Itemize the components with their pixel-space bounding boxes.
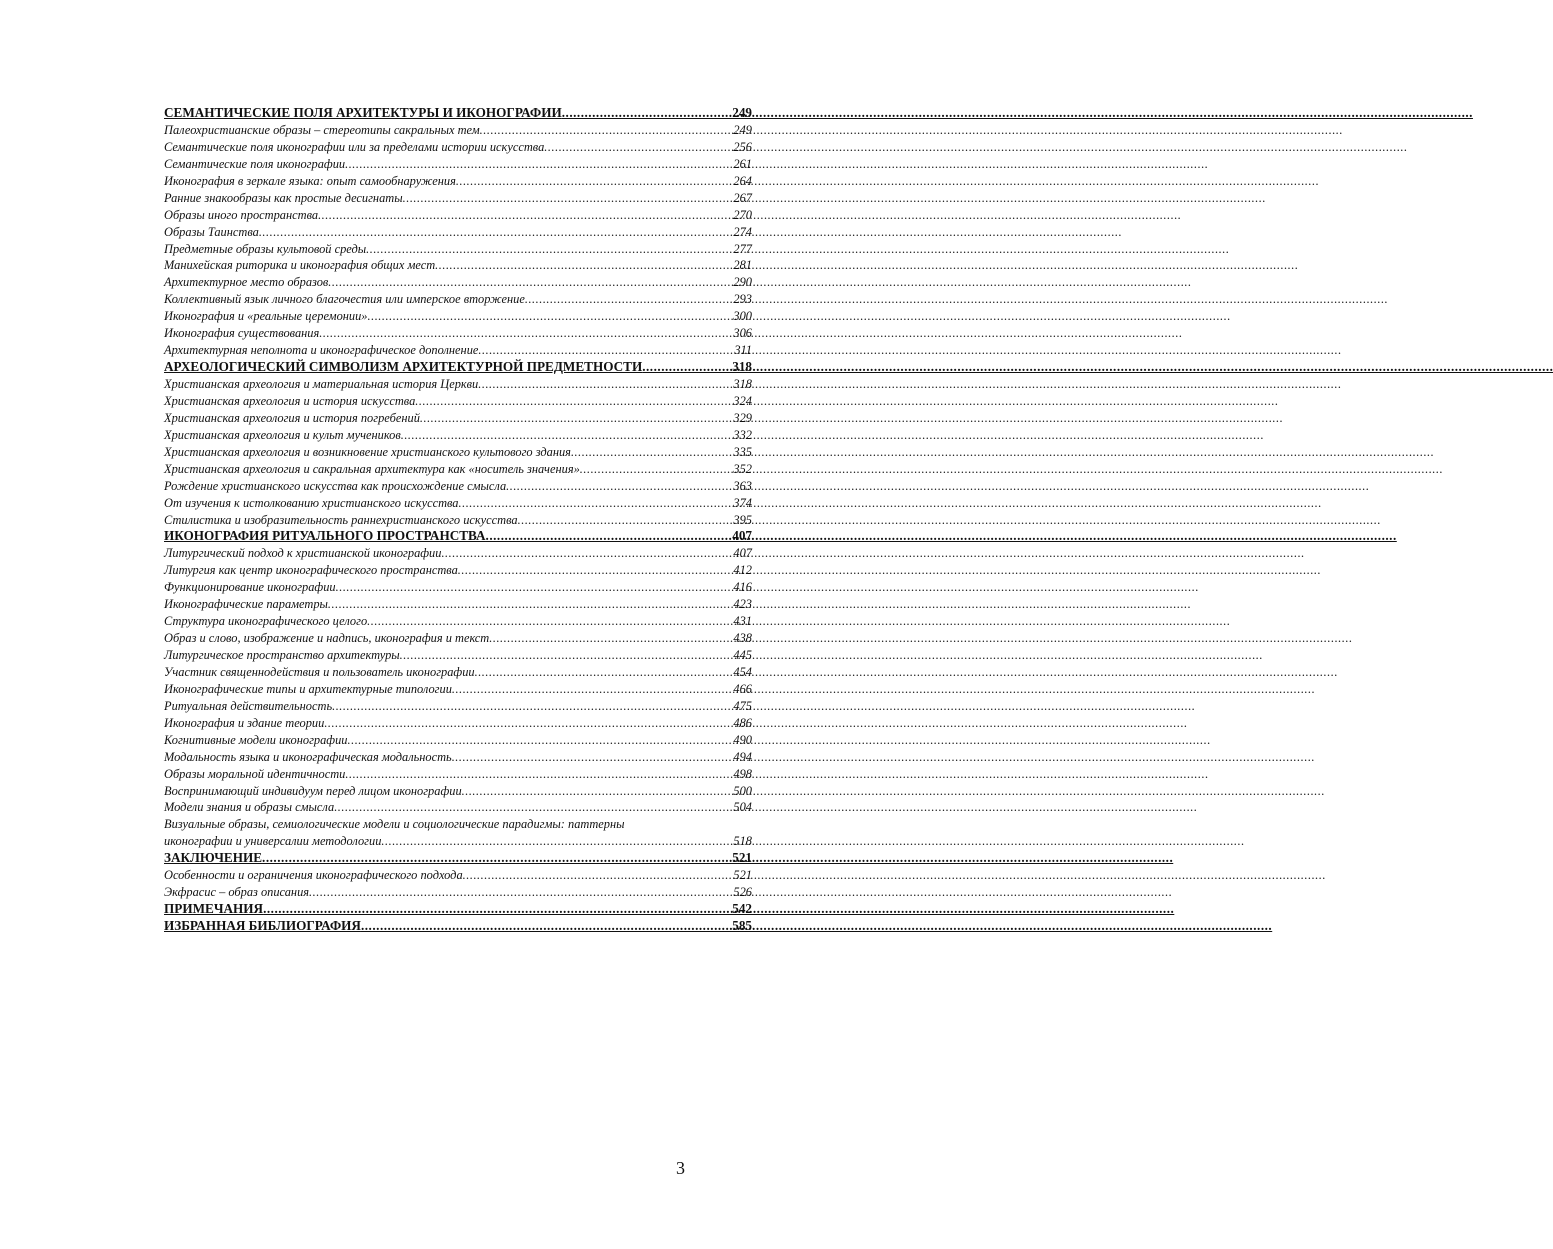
toc-entry-title: Ранние знакообразы как простые десигнаты <box>164 190 403 205</box>
toc-entry <box>164 647 752 664</box>
toc-section-entry <box>164 105 752 122</box>
toc-leader-dots <box>415 393 732 410</box>
toc-entry-page: 274 <box>733 224 752 239</box>
toc-entry-page: 431 <box>733 614 752 629</box>
toc-entry-title: Функционирование иконографии <box>164 580 336 595</box>
toc-entry-title: ЗАКЛЮЧЕНИЕ <box>164 850 263 866</box>
toc-entry-title: СЕМАНТИЧЕСКИЕ ПОЛЯ АРХИТЕКТУРЫ И ИКОНОГРАФИИ <box>164 105 562 120</box>
toc-entry-page: 494 <box>733 749 752 764</box>
toc-entry-page: 270 <box>733 207 752 222</box>
toc-entry-page: 486 <box>733 715 752 730</box>
toc-entry <box>164 884 752 901</box>
toc-entry <box>164 562 752 579</box>
toc-entry <box>164 224 752 241</box>
toc-entry-title: Христианская археология и сакральная архитектура как «носитель значения» <box>164 461 580 476</box>
toc-entry <box>164 291 752 308</box>
toc-entry-title: Иконография существования <box>164 326 320 341</box>
toc-entry-page: 306 <box>733 326 752 341</box>
toc-entry-title: Семантические поля иконографии или за пределами истории искусства <box>164 139 545 154</box>
toc-entry-page: 281 <box>733 258 752 273</box>
toc-leader-dots <box>452 681 733 698</box>
toc-entry <box>164 325 752 342</box>
toc-entry <box>164 664 752 681</box>
table-of-contents <box>164 105 752 935</box>
toc-leader-dots <box>462 783 733 800</box>
toc-entry-title: Христианская археология и культ мучеников <box>164 427 401 442</box>
toc-leader-dots <box>324 715 732 732</box>
toc-entry-page: 277 <box>733 241 752 256</box>
toc-entry <box>164 410 752 427</box>
toc-leader-dots <box>463 867 733 884</box>
toc-leader-dots <box>332 698 732 715</box>
toc-entry-title: Христианская археология и материальная история Церкви <box>164 377 479 391</box>
toc-leader-dots <box>345 766 732 783</box>
toc-entry-page: 445 <box>733 648 752 662</box>
toc-entry <box>164 816 752 833</box>
toc-leader-dots <box>262 850 731 867</box>
toc-entry-title: Литургия как центр иконографического пространства <box>164 563 458 578</box>
toc-entry <box>164 512 752 529</box>
toc-leader-dots <box>318 207 732 224</box>
toc-entry-page: 490 <box>733 732 752 747</box>
toc-leader-dots <box>403 190 733 207</box>
toc-leader-dots <box>571 444 732 461</box>
toc-entry-page: 318 <box>732 359 752 375</box>
toc-entry-title: Ритуальная действительность <box>164 698 333 713</box>
toc-leader-dots <box>478 342 733 359</box>
toc-entry-title: Когнитивные модели иконографии <box>164 732 348 747</box>
toc-entry-page: 352 <box>733 461 752 476</box>
toc-entry-page: 300 <box>733 309 752 324</box>
toc-entry <box>164 613 752 630</box>
toc-entry-page: 290 <box>733 275 752 290</box>
toc-entry <box>164 766 752 783</box>
toc-entry-title: Христианская археология и история искусства <box>164 393 416 408</box>
toc-leader-dots <box>366 241 732 258</box>
toc-leader-dots <box>489 630 732 647</box>
toc-leader-dots <box>478 376 732 393</box>
toc-entry-page: 332 <box>733 427 752 442</box>
toc-leader-dots <box>486 528 732 545</box>
toc-entry <box>164 190 752 207</box>
toc-leader-dots <box>336 579 733 596</box>
toc-entry-title: Семантические поля иконографии <box>164 156 346 171</box>
toc-entry <box>164 833 752 850</box>
toc-leader-dots <box>361 918 731 935</box>
toc-entry-title: Визуальные образы, семиологические модели и социологические парадигмы: паттерны <box>164 817 625 832</box>
toc-entry <box>164 732 752 749</box>
toc-entry-page: 500 <box>733 783 752 798</box>
toc-leader-dots <box>381 833 732 850</box>
toc-entry-title: Литургический подход к христианской иконографии <box>164 546 442 561</box>
toc-entry-page: 329 <box>733 410 752 425</box>
toc-entry <box>164 579 752 596</box>
toc-entry-page: 249 <box>733 122 752 137</box>
toc-entry <box>164 122 752 139</box>
toc-entry-title: Иконографические типы и архитектурные типологии <box>164 681 452 696</box>
toc-entry-title: Структура иконографического целого <box>164 614 368 629</box>
toc-entry <box>164 444 752 461</box>
toc-entry-page: 438 <box>733 631 752 646</box>
toc-leader-dots <box>420 410 733 427</box>
toc-section-entry <box>164 918 752 935</box>
toc-entry <box>164 799 752 816</box>
toc-entry-title: Образы иного пространства <box>164 207 319 222</box>
toc-leader-dots <box>368 308 733 325</box>
toc-section-entry <box>164 901 752 918</box>
toc-entry <box>164 630 752 647</box>
toc-entry <box>164 698 752 715</box>
toc-leader-dots <box>334 799 732 816</box>
toc-entry <box>164 495 752 512</box>
toc-entry-page: 504 <box>733 800 752 815</box>
toc-entry <box>164 139 752 156</box>
toc-leader-dots <box>475 664 733 681</box>
toc-entry-page: 542 <box>732 901 752 917</box>
toc-entry-title: Образ и слово, изображение и надпись, иконография и текст <box>164 631 490 646</box>
toc-entry-title: Экфрасис – образ описания <box>164 885 310 900</box>
toc-leader-dots <box>309 884 732 901</box>
toc-entry-title: Особенности и ограничения иконографического подхода <box>164 868 463 883</box>
toc-entry-title: ИКОНОГРАФИЯ РИТУАЛЬНОГО ПРОСТРАНСТВА <box>164 528 486 544</box>
toc-entry-page: 267 <box>733 190 752 205</box>
toc-entry-page: 318 <box>733 377 752 391</box>
toc-entry <box>164 783 752 800</box>
toc-entry-title: Литургическое пространство архитектуры <box>164 648 400 662</box>
toc-entry <box>164 427 752 444</box>
toc-entry-title: Рождение христианского искусства как происхождение смысла <box>164 478 507 493</box>
toc-entry-page: 521 <box>733 868 752 883</box>
toc-leader-dots <box>452 749 733 766</box>
toc-entry-title: Стилистика и изобразительность раннехристианского искусства <box>164 512 518 527</box>
toc-entry-title: Христианская археология и возникновение христианского культового здания <box>164 444 571 459</box>
toc-entry-page: 454 <box>733 664 752 679</box>
toc-leader-dots <box>441 545 732 562</box>
toc-entry-page: 526 <box>733 885 752 900</box>
toc-leader-dots <box>562 105 732 122</box>
toc-leader-dots <box>480 122 733 139</box>
toc-section-entry <box>164 528 752 545</box>
toc-entry-title: Иконография в зеркале языка: опыт самообнаружения <box>164 173 456 188</box>
toc-entry-title: Палеохристианские образы – стереотипы сакральных тем <box>164 122 480 137</box>
toc-entry-title: ПРИМЕЧАНИЯ <box>164 901 264 917</box>
toc-entry-page: 423 <box>733 597 752 612</box>
toc-entry <box>164 173 752 190</box>
toc-entry-page: 335 <box>733 444 752 459</box>
toc-entry-page: 363 <box>733 478 752 493</box>
toc-entry-title: Образы моральной идентичности <box>164 766 346 781</box>
toc-entry-title: Образы Таинства <box>164 224 259 239</box>
toc-leader-dots <box>642 359 731 376</box>
toc-leader-dots <box>544 139 732 156</box>
toc-leader-dots <box>328 596 732 613</box>
toc-leader-dots <box>263 901 731 918</box>
toc-entry <box>164 596 752 613</box>
toc-entry-title: Иконографические параметры <box>164 597 328 612</box>
toc-entry-page: 374 <box>733 495 752 510</box>
toc-entry <box>164 749 752 766</box>
toc-entry-title: ИЗБРАННАЯ БИБЛИОГРАФИЯ <box>164 918 361 933</box>
toc-entry <box>164 715 752 732</box>
toc-entry-title: Архитектурное место образов <box>164 275 329 290</box>
toc-entry <box>164 393 752 410</box>
toc-entry <box>164 461 752 478</box>
toc-section-entry <box>164 359 752 376</box>
toc-entry-page: 395 <box>733 512 752 527</box>
page-number: 3 <box>676 1158 685 1178</box>
toc-entry <box>164 156 752 173</box>
toc-leader-dots <box>401 427 733 444</box>
toc-entry-page: 261 <box>733 156 752 171</box>
toc-entry <box>164 342 752 359</box>
toc-entry <box>164 241 752 258</box>
toc-entry <box>164 867 752 884</box>
toc-leader-dots <box>400 647 733 664</box>
toc-leader-dots <box>506 478 732 495</box>
toc-entry <box>164 478 752 495</box>
toc-entry-page: 293 <box>733 292 752 307</box>
toc-entry-title: Коллективный язык личного благочестия или имперское вторжение <box>164 292 525 307</box>
toc-entry <box>164 681 752 698</box>
toc-leader-dots <box>459 495 733 512</box>
toc-entry-title: Участник священнодействия и пользователь иконографии <box>164 664 475 679</box>
toc-entry-page: 416 <box>733 580 752 595</box>
toc-entry-page: 475 <box>733 698 752 713</box>
toc-leader-dots <box>345 156 732 173</box>
toc-leader-dots <box>518 512 733 529</box>
toc-entry-page: 407 <box>732 528 752 544</box>
toc-entry-title: От изучения к истолкованию христианского искусства <box>164 495 459 510</box>
toc-leader-dots <box>259 224 733 241</box>
toc-entry <box>164 376 752 393</box>
toc-entry-title: Манихейская риторика и иконография общих мест <box>164 258 436 273</box>
toc-entry-page: 324 <box>733 393 752 408</box>
toc-entry-title: Предметные образы культовой среды <box>164 241 367 256</box>
toc-entry-title: Христианская археология и история погребений <box>164 410 420 425</box>
toc-leader-dots <box>435 257 732 274</box>
toc-entry-page: 249 <box>732 105 752 120</box>
toc-entry-title: иконографии и универсалии методологии <box>164 834 382 849</box>
toc-entry-page: 311 <box>734 343 752 358</box>
toc-leader-dots <box>580 461 733 478</box>
toc-entry-title: Воспринимающий индивидуум перед лицом иконографии <box>164 783 462 798</box>
toc-leader-dots <box>458 562 733 579</box>
toc-entry-page: 521 <box>732 850 752 866</box>
toc-leader-dots <box>348 732 733 749</box>
toc-entry-page: 264 <box>733 173 752 188</box>
toc-entry-page: 412 <box>733 563 752 578</box>
toc-entry <box>164 257 752 274</box>
toc-entry-title: Модальность языка и иконографическая модальность <box>164 749 452 764</box>
toc-entry-page: 518 <box>733 834 752 849</box>
toc-entry-title: Иконография и «реальные церемонии» <box>164 309 368 324</box>
toc-section-entry <box>164 850 752 867</box>
toc-entry-page: 407 <box>733 546 752 561</box>
toc-leader-dots <box>328 274 732 291</box>
toc-entry-page: 466 <box>733 681 752 696</box>
toc-leader-dots <box>367 613 732 630</box>
toc-entry <box>164 308 752 325</box>
toc-entry-title: Архитектурная неполнота и иконографическое дополнение <box>164 343 479 358</box>
toc-leader-dots <box>319 325 732 342</box>
toc-leader-dots <box>525 291 733 308</box>
toc-entry <box>164 545 752 562</box>
toc-entry-title: АРХЕОЛОГИЧЕСКИЙ СИМВОЛИЗМ АРХИТЕКТУРНОЙ ПРЕДМЕТНОСТИ <box>164 359 643 375</box>
toc-leader-dots <box>456 173 733 190</box>
toc-entry-title: Иконография и здание теории <box>164 715 325 730</box>
toc-entry <box>164 274 752 291</box>
toc-entry-title: Модели знания и образы смысла <box>164 800 335 815</box>
toc-entry-page: 585 <box>732 918 752 933</box>
toc-entry-page: 498 <box>733 766 752 781</box>
toc-entry-page: 256 <box>733 139 752 154</box>
toc-entry <box>164 207 752 224</box>
